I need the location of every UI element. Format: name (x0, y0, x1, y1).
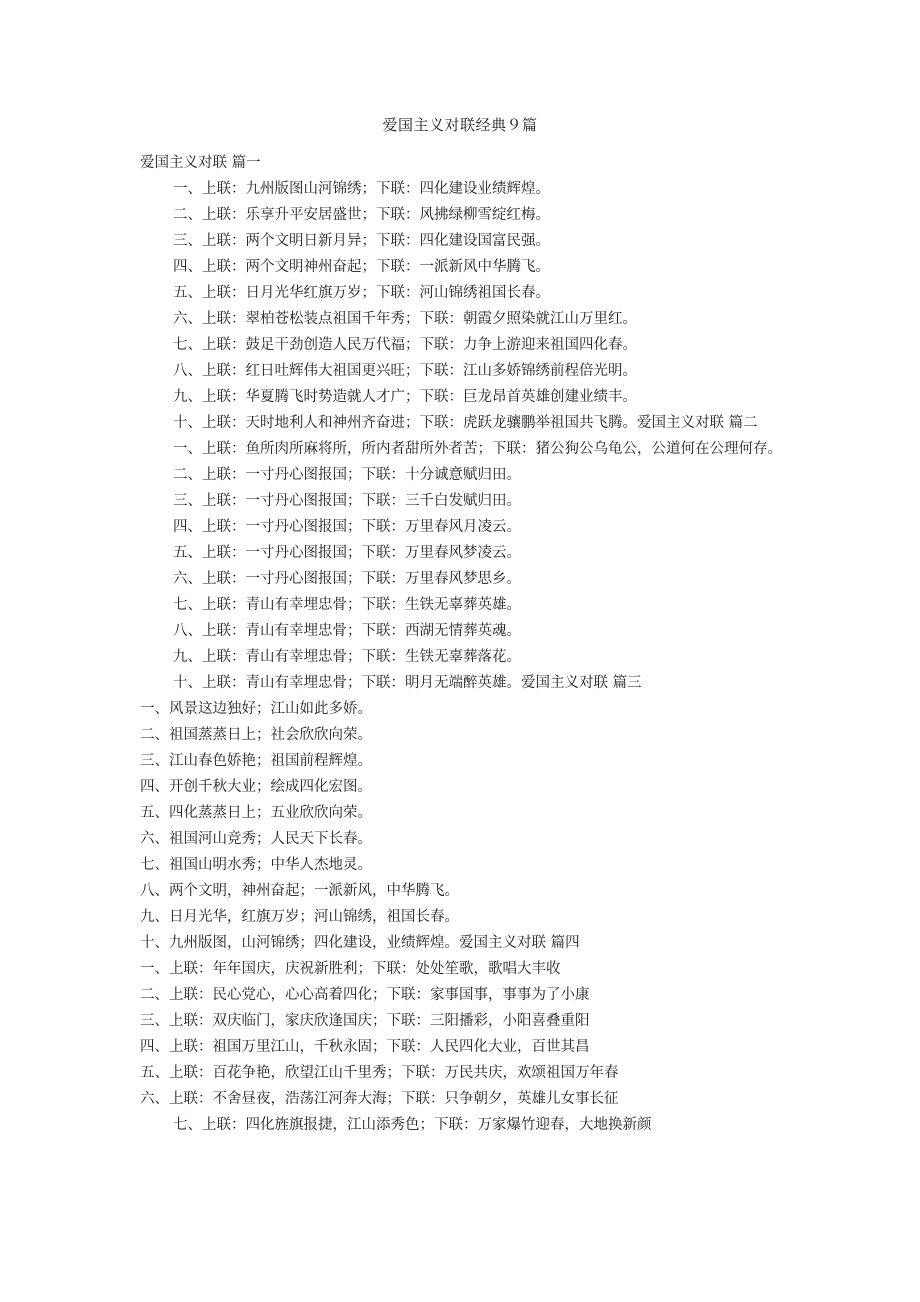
paragraph: 五、上联：日月光华红旗万岁；下联：河山锦绣祖国长春。 (173, 285, 550, 301)
paragraph: 三、上联：双庆临门，家庆欣逢国庆；下联：三阳播彩，小阳喜叠重阳 (140, 1013, 590, 1029)
paragraph: 四、上联：两个文明神州奋起；下联：一派新风中华腾飞。 (173, 259, 550, 275)
paragraph: 一、上联：年年国庆，庆祝新胜利；下联：处处笙歌，歌唱大丰收 (140, 961, 561, 977)
paragraph: 七、祖国山明水秀；中华人杰地灵。 (140, 857, 372, 873)
paragraph: 一、风景这边独好；江山如此多娇。 (140, 701, 372, 717)
paragraph: 九、日月光华，红旗万岁；河山锦绣，祖国长春。 (140, 909, 459, 925)
paragraph: 二、上联：乐享升平安居盛世；下联：风拂绿柳雪绽红梅。 (173, 207, 550, 223)
document-title: 爱国主义对联经典９篇 (382, 116, 538, 134)
paragraph: 爱国主义对联 篇一 (140, 155, 261, 171)
paragraph: 九、上联：青山有幸埋忠骨；下联：生铁无辜葬落花。 (173, 649, 521, 665)
paragraph: 八、上联：红日吐辉伟大祖国更兴旺；下联：江山多娇锦绣前程倍光明。 (173, 363, 637, 379)
paragraph: 九、上联：华夏腾飞时势造就人才广；下联：巨龙昂首英雄创建业绩丰。 (173, 389, 637, 405)
paragraph: 五、上联：百花争艳，欣望江山千里秀；下联：万民共庆，欢颂祖国万年春 (140, 1065, 619, 1081)
paragraph: 四、上联：一寸丹心图报国；下联：万里春风月凌云。 (173, 519, 521, 535)
paragraph: 一、上联：鱼所肉所麻将所，所内者甜所外者苦；下联：猪公狗公乌龟公，公道何在公理何存。 (173, 441, 782, 457)
paragraph: 八、两个文明，神州奋起；一派新风，中华腾飞。 (140, 883, 459, 899)
paragraph: 八、上联：青山有幸埋忠骨；下联：西湖无情葬英魂。 (173, 623, 521, 639)
paragraph: 二、祖国蒸蒸日上；社会欣欣向荣。 (140, 727, 372, 743)
paragraph: 十、上联：青山有幸埋忠骨；下联：明月无端醉英雄。爱国主义对联 篇三 (173, 675, 642, 691)
paragraph: 五、上联：一寸丹心图报国；下联：万里春风梦凌云。 (173, 545, 521, 561)
paragraph: 二、上联：一寸丹心图报国；下联：十分诚意赋归田。 (173, 467, 521, 483)
paragraph: 七、上联：青山有幸埋忠骨；下联：生铁无辜葬英雄。 (173, 597, 521, 613)
paragraph: 六、上联：翠柏苍松装点祖国千年秀；下联：朝霞夕照染就江山万里红。 (173, 311, 637, 327)
document-body (140, 150, 788, 1138)
paragraph: 六、祖国河山竞秀；人民天下长春。 (140, 831, 372, 847)
paragraph: 三、上联：一寸丹心图报国；下联：三千白发赋归田。 (173, 493, 521, 509)
paragraph: 七、上联：鼓足干劲创造人民万代福；下联：力争上游迎来祖国四化春。 (173, 337, 637, 353)
paragraph: 六、上联：不舍昼夜，浩荡江河奔大海；下联：只争朝夕，英雄儿女事长征 (140, 1091, 619, 1107)
paragraph: 七、上联：四化旌旗报捷，江山添秀色；下联：万家爆竹迎春，大地换新颜 (173, 1117, 652, 1133)
paragraph: 十、上联：天时地利人和神州齐奋进；下联：虎跃龙骧鹏举祖国共飞腾。爱国主义对联 篇二 (173, 415, 758, 431)
paragraph: 四、开创千秋大业；绘成四化宏图。 (140, 779, 372, 795)
paragraph: 六、上联：一寸丹心图报国；下联：万里春风梦思乡。 (173, 571, 521, 587)
paragraph: 三、江山春色娇艳；祖国前程辉煌。 (140, 753, 372, 769)
paragraph: 五、四化蒸蒸日上；五业欣欣向荣。 (140, 805, 372, 821)
paragraph: 四、上联：祖国万里江山，千秋永固；下联：人民四化大业，百世其昌 (140, 1039, 590, 1055)
paragraph: 二、上联：民心党心，心心高着四化；下联：家事国事，事事为了小康 (140, 987, 590, 1003)
paragraph: 十、九州版图，山河锦绣；四化建设，业绩辉煌。爱国主义对联 篇四 (140, 935, 580, 951)
paragraph: 三、上联：两个文明日新月异；下联：四化建设国富民强。 (173, 233, 550, 249)
paragraph: 一、上联：九州版图山河锦绣；下联：四化建设业绩辉煌。 (173, 181, 550, 197)
